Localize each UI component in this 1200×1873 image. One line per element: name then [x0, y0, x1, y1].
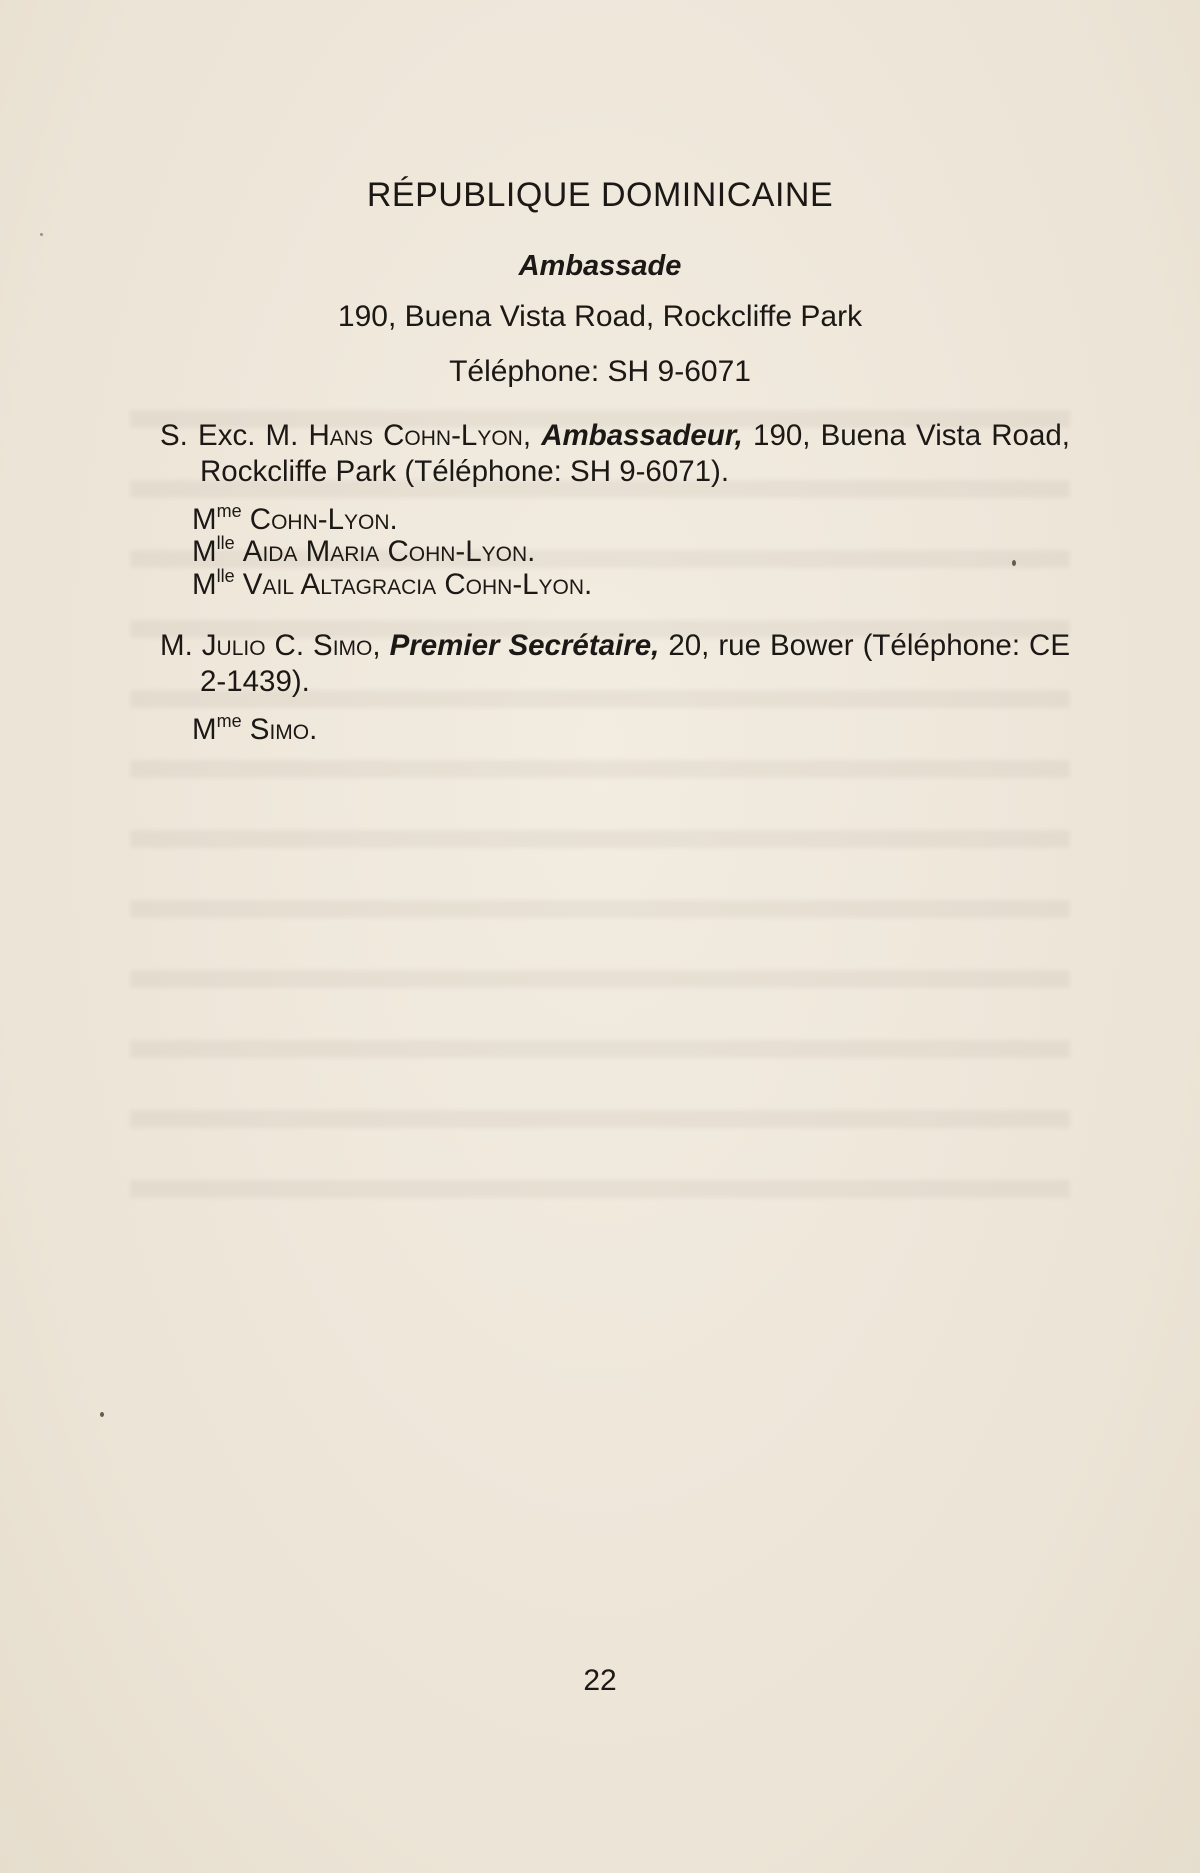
family-name: Simo.	[249, 713, 318, 746]
family-name: Cohn-Lyon.	[249, 503, 398, 536]
salutation-suffix: me	[216, 501, 242, 521]
country-heading: RÉPUBLIQUE DOMINICAINE	[366, 176, 834, 214]
family-member	[192, 567, 592, 603]
salutation-suffix: lle	[216, 533, 235, 553]
salutation: M	[192, 713, 217, 746]
page-number: 22	[583, 1664, 617, 1697]
diplomat-entry	[160, 628, 1070, 700]
entry-details: 20, rue Bower (Téléphone: CE 2-1439).	[200, 629, 1070, 698]
entry-prefix: M.	[160, 629, 193, 662]
family-member	[192, 534, 535, 570]
entry-name: Hans Cohn-Lyon,	[308, 419, 532, 452]
family-name: Aida Maria Cohn-Lyon.	[242, 535, 536, 568]
mission-type: Ambassade	[518, 250, 682, 282]
family-member	[192, 712, 317, 748]
embassy-address: 190, Buena Vista Road, Rockcliffe Park	[337, 300, 863, 333]
family-name: Vail Altagracia Cohn-Lyon.	[242, 568, 593, 601]
ink-speck	[1012, 560, 1016, 566]
salutation-suffix: me	[216, 711, 242, 731]
diplomat-entry	[160, 418, 1070, 490]
salutation: M	[192, 568, 217, 601]
embassy-phone: Téléphone: SH 9-6071	[449, 355, 751, 388]
salutation-suffix: lle	[216, 566, 235, 586]
entry-title: Ambassadeur,	[541, 419, 743, 452]
salutation: M	[192, 503, 217, 536]
ink-speck	[40, 233, 43, 236]
entry-details: 190, Buena Vista Road, Rockcliffe Park (Téléphone: SH 9-6071).	[200, 419, 1070, 488]
entry-name: Julio C. Simo,	[201, 629, 381, 662]
entry-title: Premier Secrétaire,	[389, 629, 660, 662]
salutation: M	[192, 535, 217, 568]
entry-prefix: S. Exc. M.	[160, 419, 299, 452]
ink-speck	[100, 1412, 104, 1417]
